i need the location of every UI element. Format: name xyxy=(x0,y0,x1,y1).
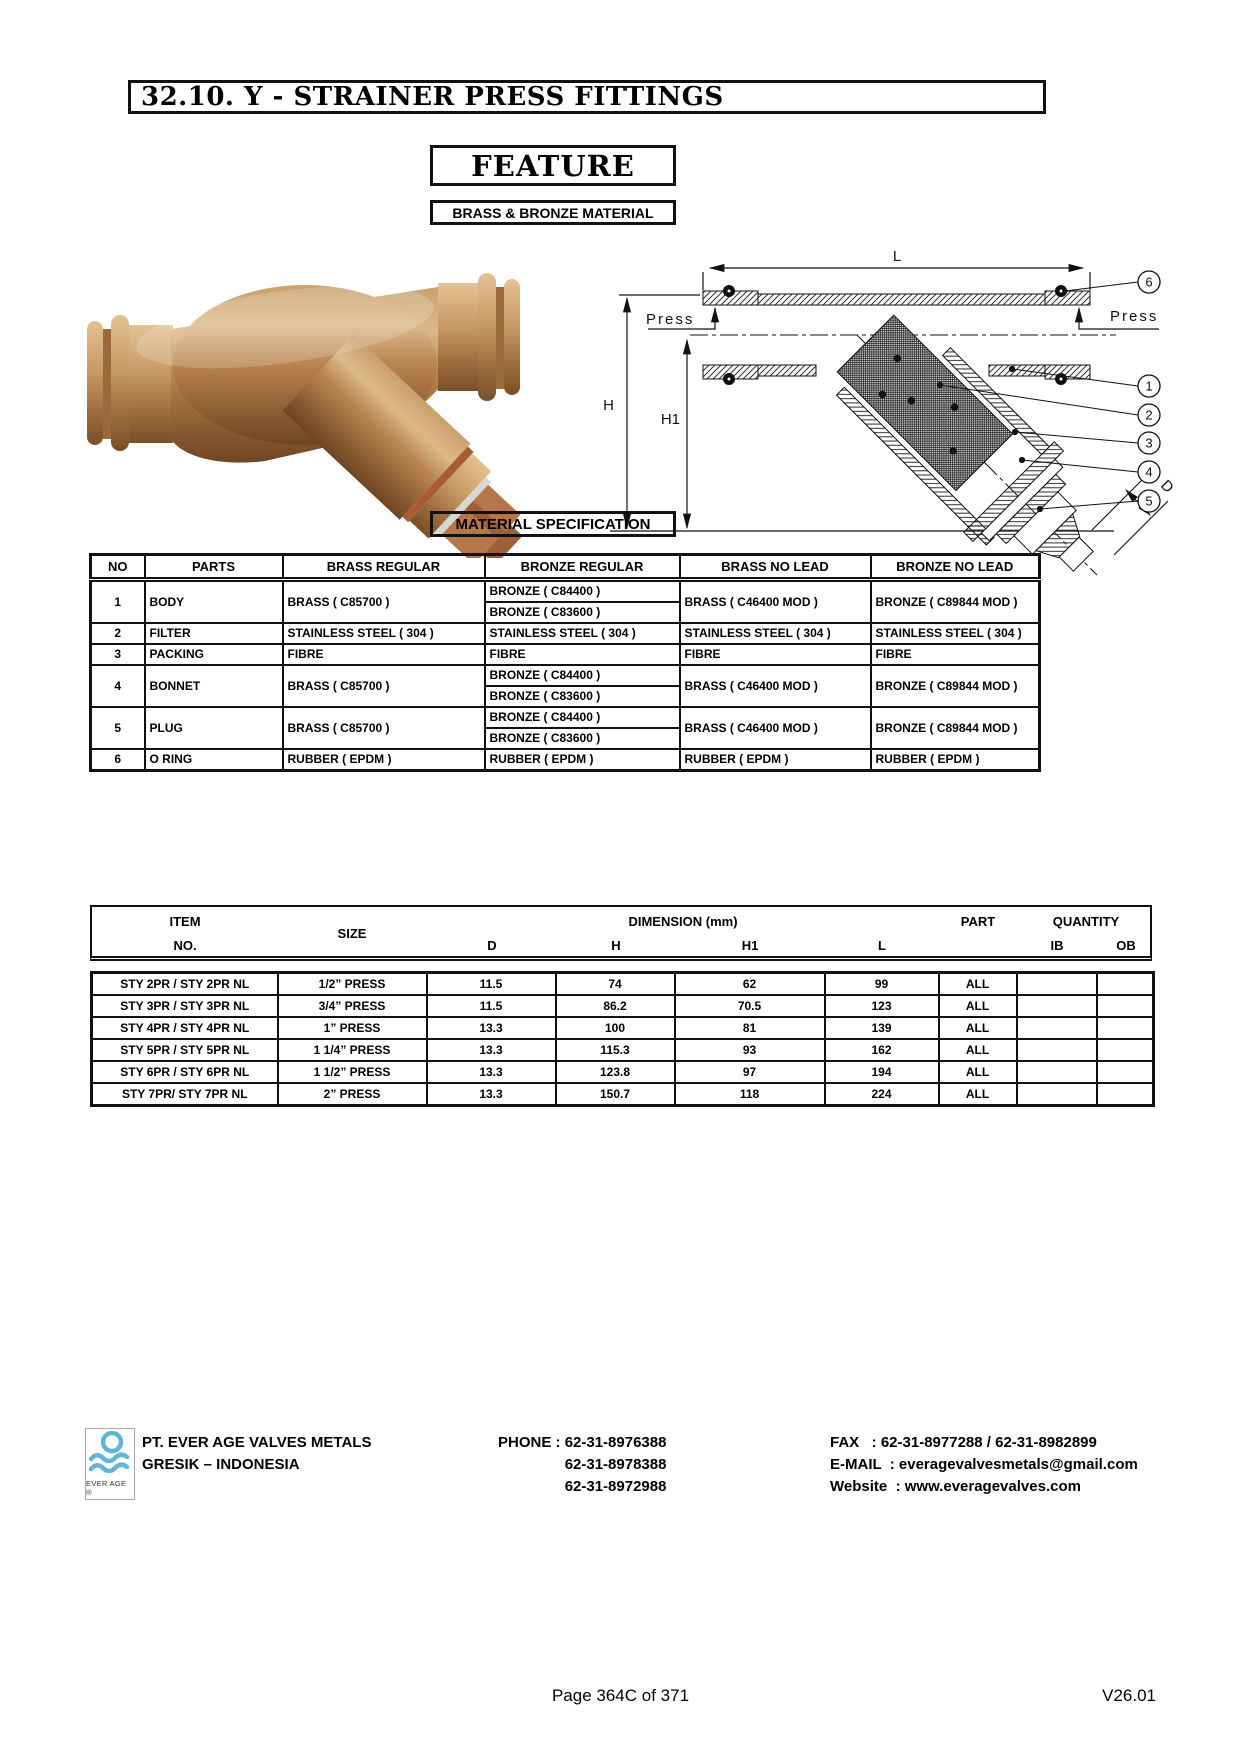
dim-cell-ob xyxy=(1097,1061,1154,1083)
mat-cell-bronze-no-lead: BRONZE ( C89844 MOD ) xyxy=(871,665,1040,707)
dim-header-ob: OB xyxy=(1116,938,1136,953)
mat-cell-brass-no-lead: BRASS ( C46400 MOD ) xyxy=(680,707,871,749)
dim-cell-item: STY 7PR/ STY 7PR NL xyxy=(92,1083,278,1106)
material-banner: BRASS & BRONZE MATERIAL xyxy=(430,200,676,225)
dim-cell-item: STY 2PR / STY 2PR NL xyxy=(92,973,278,996)
table-row xyxy=(92,1039,1154,1061)
phone-block xyxy=(498,1432,666,1498)
table-row xyxy=(91,623,1040,644)
dim-cell-ib xyxy=(1017,995,1097,1017)
branch-section xyxy=(820,298,1128,580)
mat-cell-brass-regular: BRASS ( C85700 ) xyxy=(283,580,485,624)
website-line[interactable]: Website : www.everagevalves.com xyxy=(830,1478,1081,1495)
dim-cell-h1: 81 xyxy=(675,1017,825,1039)
mat-cell-bronze-regular-a: BRONZE ( C84400 ) xyxy=(485,580,680,603)
mat-cell-part: O RING xyxy=(145,749,283,771)
dim-cell-h1: 97 xyxy=(675,1061,825,1083)
mat-cell-brass-no-lead: RUBBER ( EPDM ) xyxy=(680,749,871,771)
dim-header-ib: IB xyxy=(1050,938,1064,953)
dim-cell-ob xyxy=(1097,1017,1154,1039)
page-title: 32.10. Y - STRAINER PRESS FITTINGS xyxy=(128,80,1046,114)
press-label-left: Press xyxy=(646,311,695,328)
dim-cell-d: 11.5 xyxy=(427,995,556,1017)
table-row xyxy=(91,644,1040,665)
mat-cell-bronze-no-lead: BRONZE ( C89844 MOD ) xyxy=(871,580,1040,624)
dim-cell-size: 1/2” PRESS xyxy=(278,973,427,996)
mat-cell-bronze-regular-b: BRONZE ( C83600 ) xyxy=(485,602,680,623)
callout-5: 5 xyxy=(1145,493,1153,509)
dim-cell-ob xyxy=(1097,995,1154,1017)
mat-header-parts: PARTS xyxy=(145,555,283,580)
dim-header-h: H xyxy=(611,938,621,953)
version-label: V26.01 xyxy=(1102,1686,1156,1705)
mat-cell-brass-regular: FIBRE xyxy=(283,644,485,665)
mat-cell-bronze-no-lead: FIBRE xyxy=(871,644,1040,665)
table-row xyxy=(91,580,1040,603)
d-dimension xyxy=(1092,476,1168,555)
dim-cell-ib xyxy=(1017,1083,1097,1106)
dim-cell-h1: 93 xyxy=(675,1039,825,1061)
dim-cell-part: ALL xyxy=(939,1017,1017,1039)
dim-cell-l: 194 xyxy=(825,1061,939,1083)
dim-header-part: PART xyxy=(960,914,996,929)
dim-cell-h1: 118 xyxy=(675,1083,825,1106)
dim-cell-part: ALL xyxy=(939,973,1017,996)
dim-cell-ib xyxy=(1017,1017,1097,1039)
mat-cell-brass-no-lead: STAINLESS STEEL ( 304 ) xyxy=(680,623,871,644)
mat-cell-part: PLUG xyxy=(145,707,283,749)
callout-4: 4 xyxy=(1145,464,1153,480)
mat-cell-bronze-regular-a: BRONZE ( C84400 ) xyxy=(485,665,680,686)
dim-cell-h: 86.2 xyxy=(556,995,675,1017)
dim-cell-d: 11.5 xyxy=(427,973,556,996)
dim-cell-h: 150.7 xyxy=(556,1083,675,1106)
mat-cell-brass-no-lead: BRASS ( C46400 MOD ) xyxy=(680,665,871,707)
dim-cell-part: ALL xyxy=(939,1083,1017,1106)
mat-cell-no: 3 xyxy=(91,644,145,665)
dim-cell-ib xyxy=(1017,1061,1097,1083)
mat-cell-bronze-no-lead: BRONZE ( C89844 MOD ) xyxy=(871,707,1040,749)
dim-header-quantity: QUANTITY xyxy=(1052,914,1120,929)
dim-cell-ob xyxy=(1097,1083,1154,1106)
dim-cell-item: STY 6PR / STY 6PR NL xyxy=(92,1061,278,1083)
dim-cell-size: 1 1/4” PRESS xyxy=(278,1039,427,1061)
company-logo xyxy=(85,1428,135,1500)
callout-1: 1 xyxy=(1145,378,1153,394)
dim-cell-h: 74 xyxy=(556,973,675,996)
mat-header-bronze-no-lead: BRONZE NO LEAD xyxy=(871,555,1040,580)
mat-cell-brass-regular: BRASS ( C85700 ) xyxy=(283,707,485,749)
mat-cell-no: 6 xyxy=(91,749,145,771)
dim-cell-h: 115.3 xyxy=(556,1039,675,1061)
table-row xyxy=(92,1083,1154,1106)
mat-cell-no: 1 xyxy=(91,580,145,624)
mat-cell-brass-regular: BRASS ( C85700 ) xyxy=(283,665,485,707)
dim-cell-item: STY 5PR / STY 5PR NL xyxy=(92,1039,278,1061)
dimension-table xyxy=(90,971,1155,1107)
mat-cell-no: 5 xyxy=(91,707,145,749)
phone-number: 62-31-8972988 xyxy=(564,1478,667,1495)
callout-2: 2 xyxy=(1145,407,1153,423)
dim-cell-d: 13.3 xyxy=(427,1039,556,1061)
dim-header-l: L xyxy=(878,938,886,953)
dim-cell-d: 13.3 xyxy=(427,1017,556,1039)
dim-cell-h1: 70.5 xyxy=(675,995,825,1017)
dim-cell-ib xyxy=(1017,1039,1097,1061)
dim-cell-l: 139 xyxy=(825,1017,939,1039)
mat-cell-no: 4 xyxy=(91,665,145,707)
table-row xyxy=(92,995,1154,1017)
company-info xyxy=(142,1432,371,1476)
dim-cell-part: ALL xyxy=(939,1061,1017,1083)
mat-cell-part: BODY xyxy=(145,580,283,624)
dim-cell-h: 100 xyxy=(556,1017,675,1039)
email-line[interactable]: E-MAIL : everagevalvesmetals@gmail.com xyxy=(830,1456,1138,1473)
mat-cell-bronze-regular-b: BRONZE ( C83600 ) xyxy=(485,686,680,707)
dim-cell-l: 123 xyxy=(825,995,939,1017)
logo-text: EVER AGE ® xyxy=(86,1479,127,1497)
mat-cell-brass-no-lead: BRASS ( C46400 MOD ) xyxy=(680,580,871,624)
mat-cell-bronze-regular-a: BRONZE ( C84400 ) xyxy=(485,707,680,728)
dim-cell-size: 3/4” PRESS xyxy=(278,995,427,1017)
mat-cell-part: FILTER xyxy=(145,623,283,644)
dim-label-d: D xyxy=(1157,476,1177,497)
mat-header-row xyxy=(91,555,1040,580)
dimension-table-header xyxy=(90,905,1152,961)
mat-header-brass-regular: BRASS REGULAR xyxy=(283,555,485,580)
dim-cell-l: 162 xyxy=(825,1039,939,1061)
table-row xyxy=(91,665,1040,686)
table-row xyxy=(92,973,1154,996)
phone-number: 62-31-8976388 xyxy=(564,1434,667,1451)
company-location: GRESIK – INDONESIA xyxy=(142,1456,300,1473)
table-row xyxy=(91,707,1040,728)
dim-cell-ob xyxy=(1097,973,1154,996)
dim-cell-d: 13.3 xyxy=(427,1061,556,1083)
fax-line: FAX : 62-31-8977288 / 62-31-8982899 xyxy=(830,1434,1097,1451)
dim-cell-size: 1 1/2” PRESS xyxy=(278,1061,427,1083)
phone-label: PHONE : xyxy=(498,1434,565,1451)
table-row xyxy=(92,1017,1154,1039)
mat-cell-brass-no-lead: FIBRE xyxy=(680,644,871,665)
spec-banner: MATERIAL SPECIFICATION xyxy=(430,511,676,537)
company-name: PT. EVER AGE VALVES METALS xyxy=(142,1434,372,1451)
mat-cell-bronze-regular-a: FIBRE xyxy=(485,644,680,665)
mat-header-bronze-regular: BRONZE REGULAR xyxy=(485,555,680,580)
mat-cell-bronze-regular-a: STAINLESS STEEL ( 304 ) xyxy=(485,623,680,644)
phone-numbers xyxy=(565,1432,667,1498)
phone-number: 62-31-8978388 xyxy=(564,1456,667,1473)
callout-6: 6 xyxy=(1145,274,1153,290)
mat-header-no: NO xyxy=(91,555,145,580)
dim-label-h: H xyxy=(603,397,614,414)
dim-cell-d: 13.3 xyxy=(427,1083,556,1106)
mat-cell-brass-regular: STAINLESS STEEL ( 304 ) xyxy=(283,623,485,644)
dim-cell-h: 123.8 xyxy=(556,1061,675,1083)
dim-label-l: L xyxy=(892,248,902,265)
dim-cell-part: ALL xyxy=(939,995,1017,1017)
dim-cell-ib xyxy=(1017,973,1097,996)
dim-header-d: D xyxy=(487,938,497,953)
callout-3: 3 xyxy=(1145,435,1153,451)
dim-header-no: NO. xyxy=(173,938,197,953)
mat-cell-brass-regular: RUBBER ( EPDM ) xyxy=(283,749,485,771)
dim-cell-h1: 62 xyxy=(675,973,825,996)
table-row xyxy=(92,1061,1154,1083)
mat-cell-bronze-regular-a: RUBBER ( EPDM ) xyxy=(485,749,680,771)
dim-cell-ob xyxy=(1097,1039,1154,1061)
dim-label-h1: H1 xyxy=(660,411,680,428)
dim-cell-item: STY 4PR / STY 4PR NL xyxy=(92,1017,278,1039)
dim-cell-size: 1” PRESS xyxy=(278,1017,427,1039)
dim-cell-part: ALL xyxy=(939,1039,1017,1061)
dim-header-size: SIZE xyxy=(337,926,367,941)
mat-cell-no: 2 xyxy=(91,623,145,644)
page-number: Page 364C of 371 xyxy=(551,1686,690,1705)
mat-cell-bronze-regular-b: BRONZE ( C83600 ) xyxy=(485,728,680,749)
dim-header-item: ITEM xyxy=(169,914,201,929)
fax-email-block xyxy=(830,1432,1138,1498)
feature-banner: FEATURE xyxy=(430,145,676,186)
dim-cell-l: 224 xyxy=(825,1083,939,1106)
mat-header-brass-no-lead: BRASS NO LEAD xyxy=(680,555,871,580)
dim-cell-size: 2” PRESS xyxy=(278,1083,427,1106)
dim-header-h1: H1 xyxy=(741,938,759,953)
material-specification-table xyxy=(89,553,1041,772)
dim-cell-item: STY 3PR / STY 3PR NL xyxy=(92,995,278,1017)
mat-cell-part: PACKING xyxy=(145,644,283,665)
dim-header-dimension: DIMENSION (mm) xyxy=(628,914,738,929)
mat-cell-part: BONNET xyxy=(145,665,283,707)
dim-cell-l: 99 xyxy=(825,973,939,996)
press-label-right: Press xyxy=(1110,308,1159,325)
table-row xyxy=(91,749,1040,771)
mat-cell-bronze-no-lead: RUBBER ( EPDM ) xyxy=(871,749,1040,771)
mat-cell-bronze-no-lead: STAINLESS STEEL ( 304 ) xyxy=(871,623,1040,644)
ever-age-logo-icon xyxy=(88,1429,132,1477)
